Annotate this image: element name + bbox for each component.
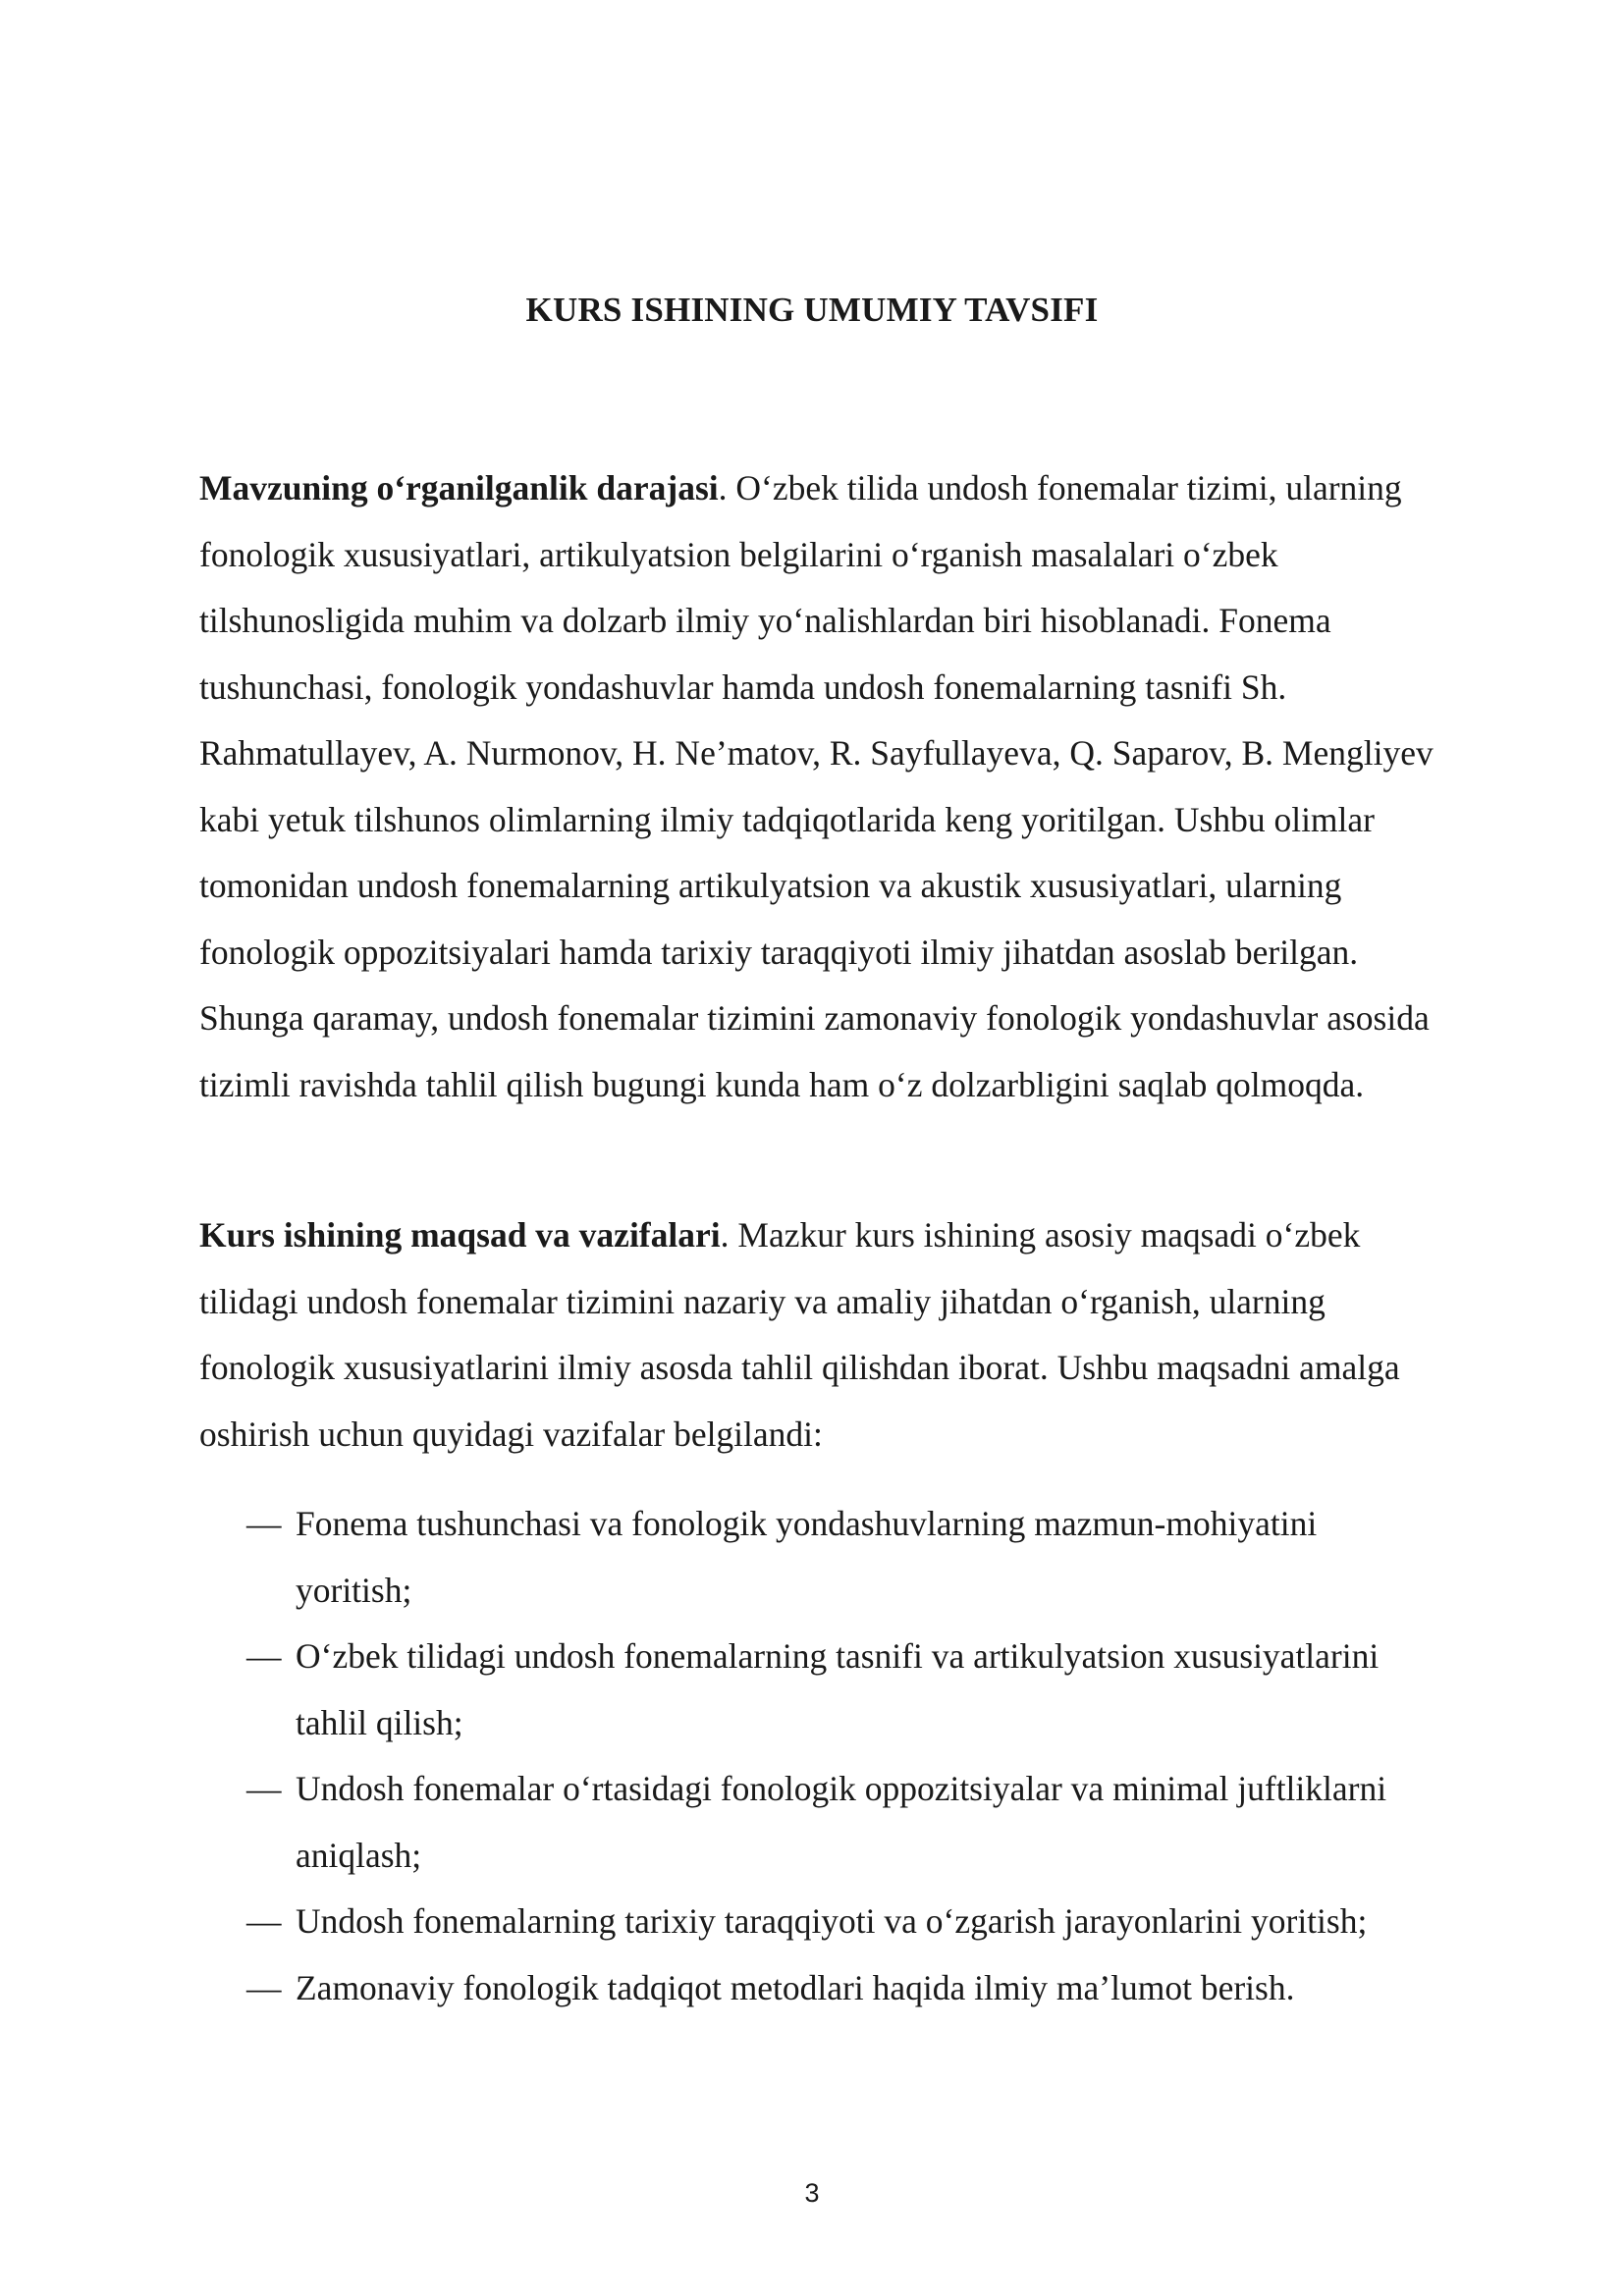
page-title: KURS ISHINING UMUMIY TAVSIFI <box>525 291 1099 329</box>
list-item <box>0 1491 1435 1624</box>
paragraph-study-level <box>199 455 1436 1118</box>
list-item <box>0 1624 1435 1756</box>
paragraph-text: . Mazkur kurs ishining asosiy maqsadi o‘zbek tilidagi undosh fonemalar tizimini nazariy va amaliy jihatdan o‘rganish, ularning fonologik xususiyatlarini ilmiy asosda tahlil qilishdan iborat. Ushbu maqsadni amalga oshirish uchun quyidagi vazifalar belgilandi: <box>199 1215 1400 1454</box>
paragraph-lead: Kurs ishining maqsad va vazifalari <box>199 1215 721 1255</box>
paragraph-goals <box>199 1202 1436 1468</box>
paragraph-text: . O‘zbek tilida undosh fonemalar tizimi, ularning fonologik xususiyatlari, artikulyatsion belgilarini o‘rganish masalalari o‘zbek tilshunosligida muhim va dolzarb ilmiy yo‘nalishlardan biri hisoblanadi. Fonema tushunchasi, fonologik yondashuvlar hamda undosh fonemalarning tasnifi Sh. Rahmatullayev, A. Nurmonov, H. Ne’matov, R. Sayfullayeva, Q. Saparov, B. Mengliyev kabi yetuk tilshunos olimlarning ilmiy tadqiqotlarida keng yoritilgan. Ushbu olimlar tomonidan undosh fonemalarning artikulyatsion va akustik xususiyatlari, ularning fonologik oppozitsiyalari hamda tarixiy taraqqiyoti ilmiy jihatdan asoslab berilgan. Shunga qaramay, undosh fonemalar tizimini zamonaviy fonologik yondashuvlar asosida tizimli ravishda tahlil qilish bugungi kunda ham o‘z dolzarbligini saqlab qolmoqda. <box>199 468 1434 1104</box>
task-list <box>0 1491 1624 2021</box>
dash-marker: — <box>246 1967 282 2007</box>
list-item <box>0 1889 1435 1955</box>
paragraph-lead: Mavzuning o‘rganilganlik darajasi <box>199 468 719 507</box>
dash-marker: — <box>246 1504 282 1543</box>
list-item <box>0 1955 1435 2022</box>
list-item-text: Fonema tushunchasi va fonologik yondashuvlarning mazmun-mohiyatini yoritish; <box>296 1504 1318 1610</box>
list-item-text: Undosh fonemalar o‘rtasidagi fonologik oppozitsiyalar va minimal juftliklarni aniqlash; <box>296 1769 1387 1875</box>
dash-marker: — <box>246 1636 282 1676</box>
list-item-text: Zamonaviy fonologik tadqiqot metodlari haqida ilmiy ma’lumot berish. <box>296 1967 1295 2007</box>
list-item <box>0 1756 1435 1889</box>
dash-marker: — <box>246 1769 282 1808</box>
dash-marker: — <box>246 1901 282 1941</box>
list-item-text: O‘zbek tilidagi undosh fonemalarning tasnifi va artikulyatsion xususiyatlarini tahlil qilish; <box>296 1636 1380 1742</box>
list-item-text: Undosh fonemalarning tarixiy taraqqiyoti va o‘zgarish jarayonlarini yoritish; <box>296 1901 1368 1941</box>
page-number: 3 <box>804 2178 820 2208</box>
